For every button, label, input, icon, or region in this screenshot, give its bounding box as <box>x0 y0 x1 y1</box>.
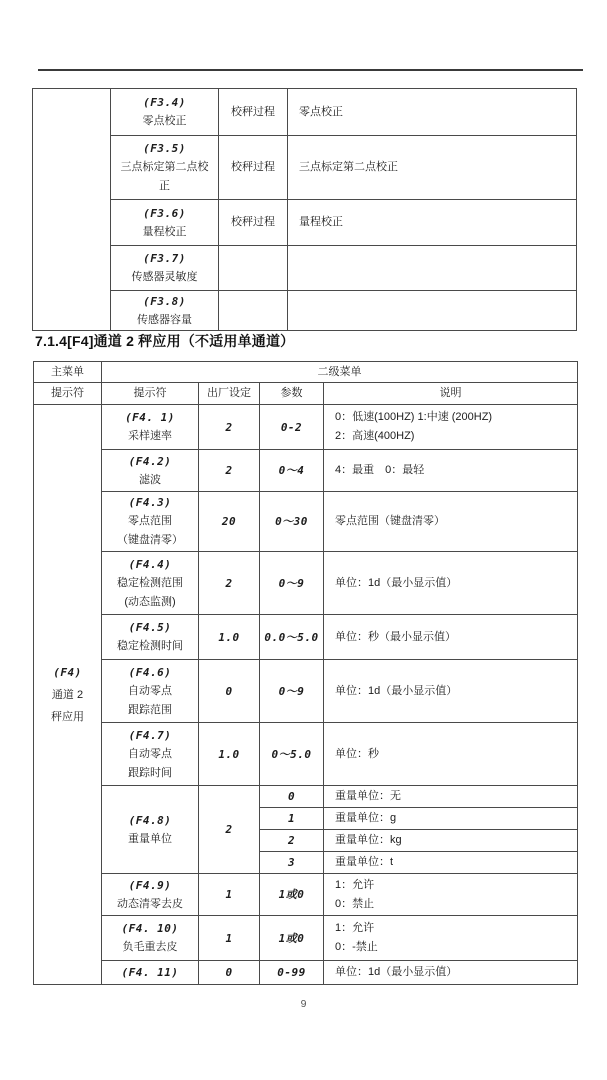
prompt-cell <box>111 200 219 246</box>
f4-table <box>33 361 578 985</box>
name-text: 秤应用 <box>51 710 84 723</box>
table-row <box>33 89 577 136</box>
prompt-cell <box>102 552 199 615</box>
prompt-cell <box>102 660 199 723</box>
name-text: 滤波 <box>139 473 161 486</box>
desc-text: 0：-禁止 <box>335 941 378 953</box>
desc-cell <box>324 615 578 660</box>
param-value: 1或0 <box>260 916 324 961</box>
table-row <box>33 136 577 200</box>
desc-cell <box>324 660 578 723</box>
code-text: (F4. 11) <box>121 966 179 979</box>
table-row <box>34 874 578 916</box>
param-value: 0～4 <box>260 450 324 492</box>
section-heading: 7.1.4[F4]通道 2 秤应用（不适用单通道） <box>35 333 295 349</box>
prompt-cell <box>111 89 219 136</box>
code-text: (F3.7) <box>143 252 186 265</box>
prompt-cell <box>102 961 199 985</box>
process-cell <box>219 246 288 291</box>
default-value: 2 <box>199 450 260 492</box>
prompt-cell <box>102 450 199 492</box>
default-value: 2 <box>199 405 260 450</box>
code-text: (F4.7) <box>128 728 172 742</box>
desc-text: 零点范围（键盘清零） <box>335 515 445 527</box>
prompt-cell <box>111 291 219 331</box>
prompt-cell <box>102 615 199 660</box>
param-value: 2 <box>260 830 324 852</box>
code-text: (F4.3) <box>128 496 172 509</box>
default-value: 1.0 <box>199 615 260 660</box>
table-row <box>33 291 577 331</box>
header-rule <box>38 69 583 71</box>
prompt-cell <box>102 916 199 961</box>
name-text: 自动零点 <box>128 747 172 760</box>
name-text: 稳定检测时间 <box>117 640 183 652</box>
prompt-cell <box>102 405 199 450</box>
param-value: 3 <box>260 852 324 874</box>
name-text: （键盘清零） <box>117 534 183 546</box>
name-text: 量程校正 <box>142 225 187 238</box>
param-value: 0～30 <box>260 492 324 552</box>
desc-cell <box>288 291 577 331</box>
header-param: 参数 <box>260 383 324 405</box>
default-value: 0 <box>199 660 260 723</box>
name-text: 传感器容量 <box>137 313 192 326</box>
table-row <box>34 492 578 552</box>
table-row <box>34 961 578 985</box>
name-text: 零点范围 <box>128 515 172 527</box>
code-text: (F4.6) <box>128 665 172 679</box>
name-text: 自动零点 <box>128 684 172 697</box>
table-row <box>34 723 578 786</box>
desc-text: 单位：秒 <box>335 747 379 760</box>
header-secondary-menu: 二级菜单 <box>102 362 578 383</box>
name-text: 重量单位 <box>128 832 172 845</box>
name-text: 跟踪时间 <box>128 766 172 779</box>
main-menu-cell <box>34 405 102 985</box>
name-text: 传感器灵敏度 <box>131 271 198 283</box>
header-prompt-sub: 提示符 <box>102 383 199 405</box>
desc-cell <box>324 552 578 615</box>
desc-cell <box>324 492 578 552</box>
code-text: (F3.8) <box>143 294 186 308</box>
name-text: 负毛重去皮 <box>122 941 178 953</box>
param-value: 1 <box>260 808 324 830</box>
process-cell: 校秤过程 <box>219 200 288 246</box>
name-text: 正 <box>159 180 170 192</box>
desc-cell <box>324 916 578 961</box>
desc-text: 1：允许 <box>335 922 375 934</box>
table-header-row <box>34 362 578 383</box>
desc-cell <box>324 450 578 492</box>
table-row <box>34 405 578 450</box>
code-text: (F4.2) <box>128 454 172 468</box>
calibration-table <box>32 88 577 331</box>
prompt-cell <box>111 136 219 200</box>
default-value: 0 <box>199 961 260 985</box>
desc-cell: 量程校正 <box>288 200 577 246</box>
desc-text: 单位：1d（最小显示值） <box>335 684 458 697</box>
code-text: (F4) <box>53 665 82 679</box>
prompt-cell <box>111 246 219 291</box>
page-number: 9 <box>300 998 307 1010</box>
header-prompt-main: 提示符 <box>34 383 102 405</box>
default-value: 1 <box>199 916 260 961</box>
name-text: 三点标定第二点校 <box>120 161 209 173</box>
desc-cell: 重量单位：无 <box>324 786 578 808</box>
desc-cell: 零点校正 <box>288 89 577 136</box>
name-text: 采样速率 <box>128 430 172 442</box>
desc-cell: 三点标定第二点校正 <box>288 136 577 200</box>
process-cell: 校秤过程 <box>219 89 288 136</box>
code-text: (F4. 10) <box>121 922 179 935</box>
desc-text: 2：高速(400HZ) <box>335 430 415 442</box>
code-text: (F4.5) <box>128 621 172 634</box>
desc-text: 0：低速(100HZ) 1:中速 (200HZ) <box>335 411 493 423</box>
code-text: (F4. 1) <box>125 411 175 424</box>
code-text: (F4.9) <box>128 878 172 892</box>
header-factory-default: 出厂设定 <box>199 383 260 405</box>
table-row <box>34 552 578 615</box>
desc-text: 4：最重 0：最轻 <box>335 464 425 476</box>
name-text: 稳定检测范围 <box>117 576 183 589</box>
table-row <box>34 660 578 723</box>
name-text: 通道 2 <box>51 688 84 701</box>
param-value: 0～9 <box>260 660 324 723</box>
spanner-cell <box>33 89 111 331</box>
table-row <box>33 200 577 246</box>
prompt-cell <box>102 786 199 874</box>
prompt-cell <box>102 874 199 916</box>
desc-cell <box>324 961 578 985</box>
table-row <box>33 246 577 291</box>
desc-text: 单位：秒（最小显示值） <box>335 630 456 643</box>
default-value: 2 <box>199 786 260 874</box>
desc-text: 单位：1d（最小显示值） <box>335 966 458 978</box>
desc-cell <box>324 405 578 450</box>
default-value: 20 <box>199 492 260 552</box>
table-row <box>34 916 578 961</box>
param-value: 1或0 <box>260 874 324 916</box>
default-value: 1 <box>199 874 260 916</box>
prompt-cell <box>102 492 199 552</box>
process-cell: 校秤过程 <box>219 136 288 200</box>
param-value: 0 <box>260 786 324 808</box>
prompt-cell <box>102 723 199 786</box>
name-text: 跟踪范围 <box>128 703 172 716</box>
desc-cell: 重量单位：t <box>324 852 578 874</box>
code-text: (F3.6) <box>143 206 186 220</box>
code-text: (F4.4) <box>128 557 172 571</box>
default-value: 1.0 <box>199 723 260 786</box>
table-row <box>34 786 578 808</box>
desc-text: 1：允许 <box>335 878 375 891</box>
name-text: 动态清零去皮 <box>117 897 183 910</box>
desc-cell: 重量单位：g <box>324 808 578 830</box>
code-text: (F3.4) <box>143 96 186 109</box>
code-text: (F4.8) <box>128 813 172 827</box>
name-text: (动态监测) <box>124 595 176 608</box>
desc-cell: 重量单位：kg <box>324 830 578 852</box>
header-main-menu: 主菜单 <box>34 362 102 383</box>
param-value: 0.0～5.0 <box>260 615 324 660</box>
param-value: 0-99 <box>260 961 324 985</box>
table-row <box>34 450 578 492</box>
desc-text: 0：禁止 <box>335 897 375 910</box>
desc-cell <box>324 723 578 786</box>
param-value: 0～5.0 <box>260 723 324 786</box>
param-value: 0-2 <box>260 405 324 450</box>
table-row <box>34 615 578 660</box>
desc-text: 单位：1d（最小显示值） <box>335 576 458 589</box>
process-cell <box>219 291 288 331</box>
param-value: 0～9 <box>260 552 324 615</box>
name-text: 零点校正 <box>142 115 187 127</box>
default-value: 2 <box>199 552 260 615</box>
code-text: (F3.5) <box>143 142 186 155</box>
header-desc: 说明 <box>324 383 578 405</box>
desc-cell <box>324 874 578 916</box>
table-header-row <box>34 383 578 405</box>
desc-cell <box>288 246 577 291</box>
